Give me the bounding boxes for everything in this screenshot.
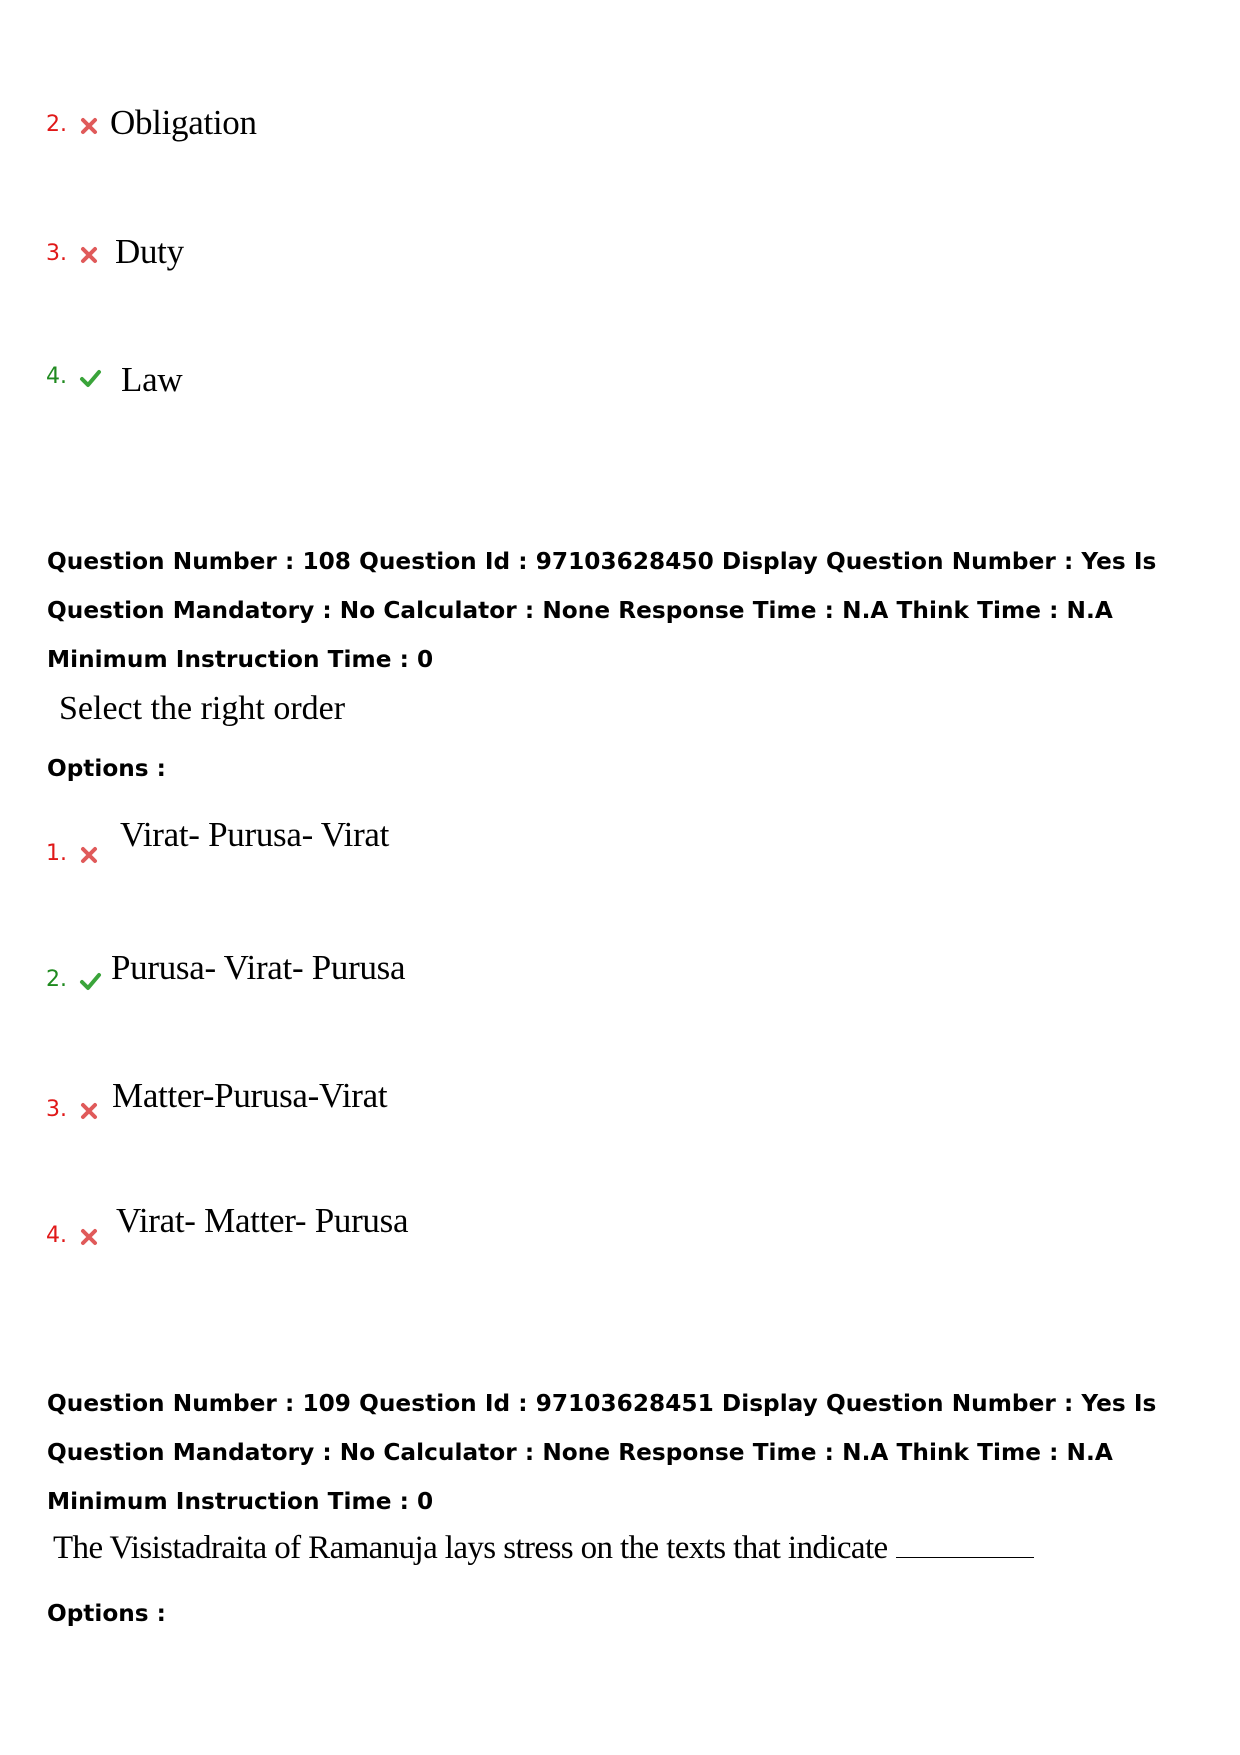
cross-icon [78, 115, 100, 137]
cross-icon [78, 244, 100, 266]
option-text: Purusa- Virat- Purusa [111, 948, 406, 987]
option-number: 2. [46, 967, 67, 992]
option-row [46, 113, 100, 137]
cross-icon [78, 1100, 100, 1122]
option-text: Obligation [110, 103, 257, 142]
option-row [46, 365, 102, 389]
option-text: Duty [115, 232, 184, 271]
option-number: 4. [46, 1223, 67, 1248]
option-text: Virat- Matter- Purusa [116, 1201, 409, 1240]
option-number: 3. [46, 1097, 67, 1122]
option-row [46, 842, 100, 866]
options-label: Options : [47, 1600, 166, 1627]
cross-icon [78, 1226, 100, 1248]
check-icon [78, 367, 102, 389]
option-number: 2. [46, 112, 67, 137]
option-text: Virat- Purusa- Virat [120, 815, 390, 854]
option-number: 4. [46, 364, 67, 389]
option-row [46, 1224, 100, 1248]
option-text: Law [121, 360, 183, 399]
option-row [46, 1098, 100, 1122]
question-meta: Question Number : 108 Question Id : 97103628450 Display Question Number : Yes Is Question Mandatory : No Calculator : None Response Time : N.A Think Time : N.A Minimum Instruction Time : 0 [47, 548, 1157, 673]
options-label: Options : [47, 755, 166, 782]
option-row [46, 242, 100, 266]
option-row [46, 968, 102, 992]
option-text: Matter-Purusa-Virat [112, 1076, 388, 1115]
option-number: 3. [46, 241, 67, 266]
check-icon [78, 970, 102, 992]
question-text [53, 1530, 1034, 1567]
question-meta: Question Number : 109 Question Id : 97103628451 Display Question Number : Yes Is Question Mandatory : No Calculator : None Response Time : N.A Think Time : N.A Minimum Instruction Time : 0 [47, 1390, 1157, 1515]
option-number: 1. [46, 841, 67, 866]
cross-icon [78, 844, 100, 866]
answer-blank [896, 1533, 1034, 1558]
question-text-content: The Visistadraita of Ramanuja lays stress on the texts that indicate [53, 1530, 888, 1566]
question-text: Select the right order [59, 690, 346, 727]
